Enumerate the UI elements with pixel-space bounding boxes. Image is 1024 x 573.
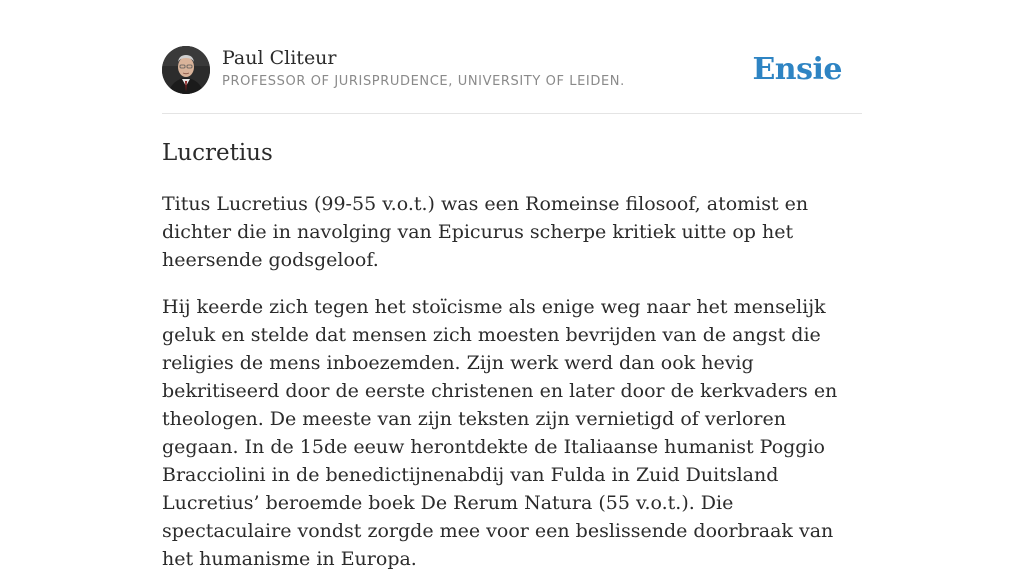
author-name[interactable]: Paul Cliteur bbox=[222, 47, 337, 69]
article-paragraph: Hij keerde zich tegen het stoïcisme als enige weg naar het menselijk geluk en stelde dat mensen zich moesten bevrijden van de angst die religies de mens inboezemden. Zijn werk werd dan ook hevig bekritiseerd door de eerste christenen en later door de kerkvaders en theologen. De meeste van zijn teksten zijn vernietigd of verloren gegaan. In de 15de eeuw herontdekte de Italiaanse humanist Poggio Bracciolini in de benedictijnenabdij van Fulda in Zuid Duitsland Lucretius’ beroemde boek De Rerum Natura (55 v.o.t.). Die spectaculaire vondst zorgde mee voor een beslissende doorbraak van het humanisme in Europa. bbox=[162, 296, 838, 570]
article-title: Lucretius bbox=[162, 140, 273, 166]
article-card bbox=[162, 46, 862, 573]
author-title: PROFESSOR OF JURISPRUDENCE, UNIVERSITY OF LEIDEN. bbox=[222, 74, 625, 89]
author-portrait-icon bbox=[162, 46, 210, 94]
author-header bbox=[162, 46, 862, 114]
ensie-logo[interactable]: Ensie bbox=[752, 52, 842, 87]
author-avatar[interactable] bbox=[162, 46, 210, 94]
article-paragraph: Titus Lucretius (99-55 v.o.t.) was een Romeinse filosoof, atomist en dichter die in navolging van Epicurus scherpe kritiek uitte op het heersende godsgeloof. bbox=[162, 193, 809, 271]
